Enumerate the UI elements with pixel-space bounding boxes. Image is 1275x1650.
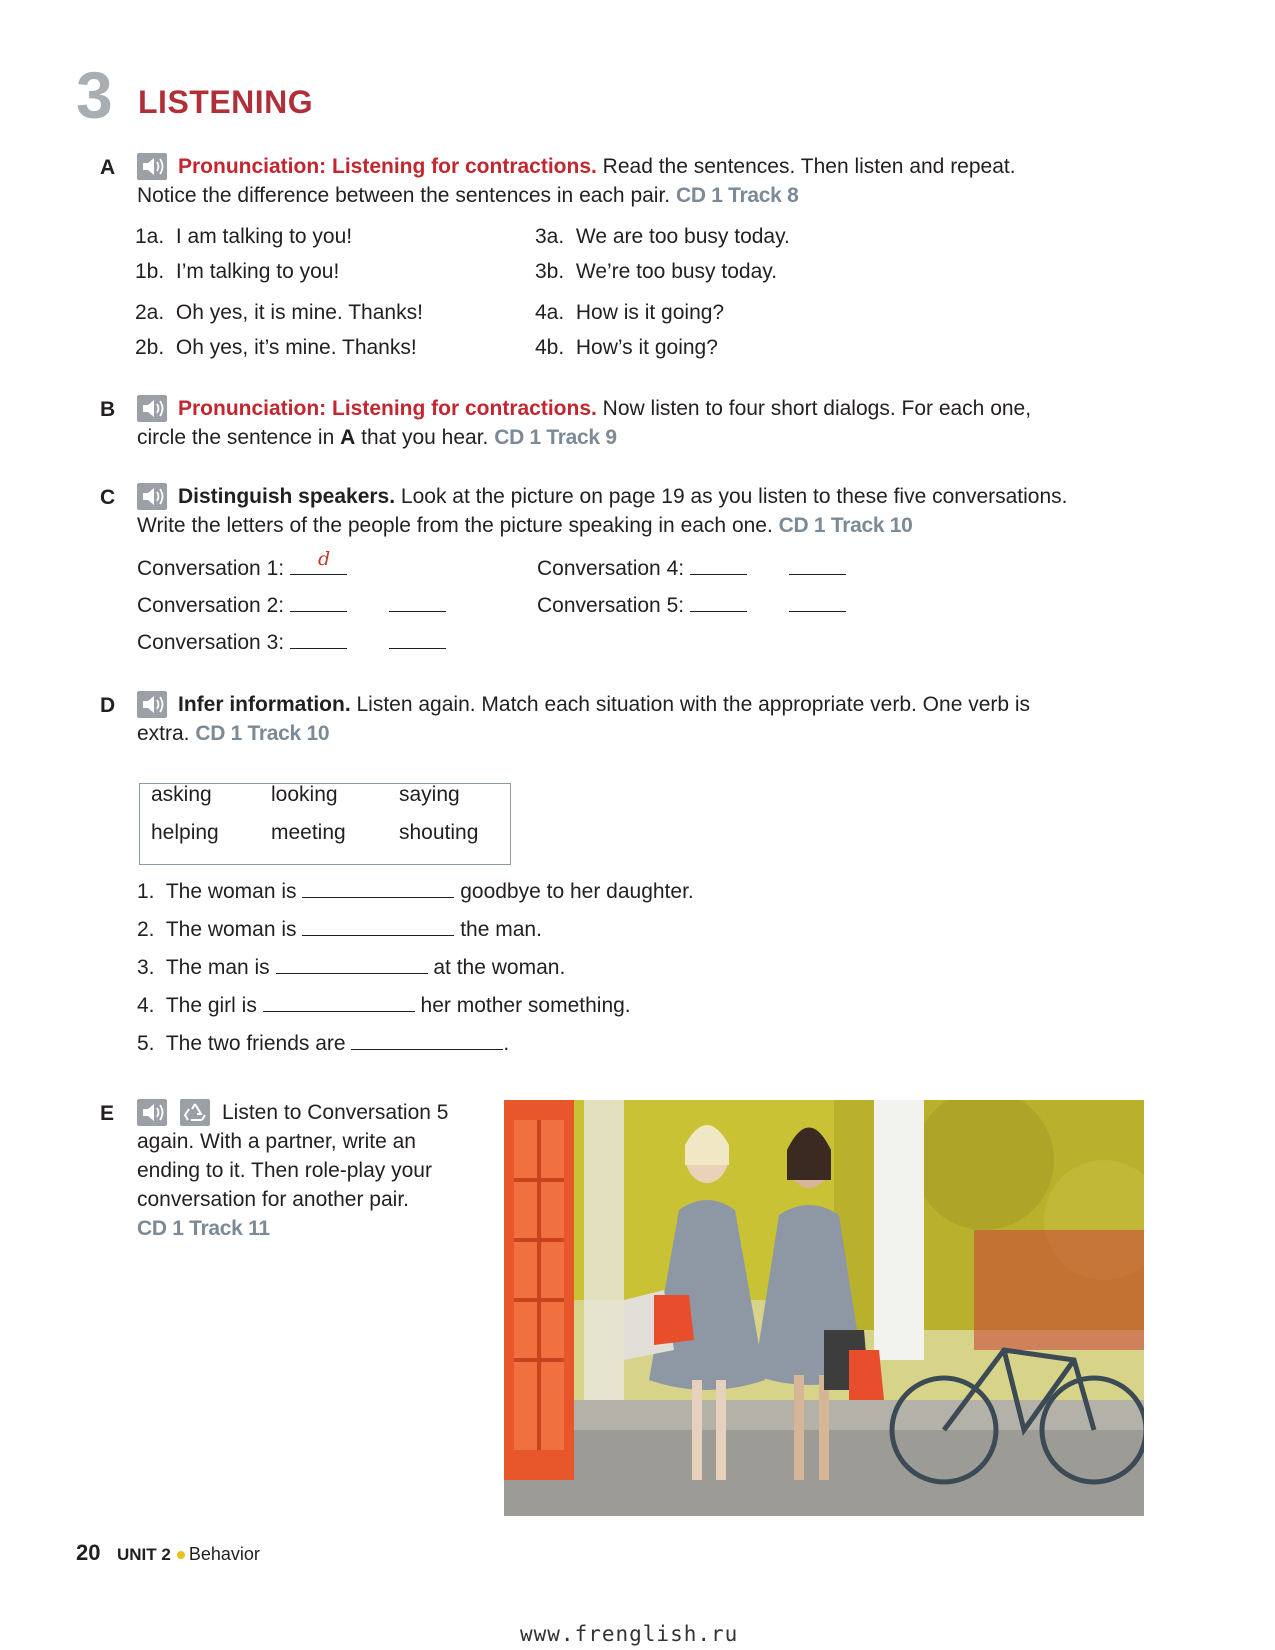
sentence-num: 4a. — [535, 301, 565, 324]
item-after: the man. — [460, 918, 542, 941]
item-before: The two friends are — [165, 1032, 346, 1055]
item-before: The man is — [165, 956, 270, 979]
exercise-b-heading: Pronunciation: Listening for contractions. — [178, 397, 597, 420]
sentence-item — [535, 336, 718, 360]
bullet-dot — [177, 1551, 185, 1559]
watermark: www.frenglish.ru — [520, 1622, 739, 1646]
sentence-num: 2a. — [135, 301, 165, 324]
answer-blank[interactable] — [690, 593, 747, 612]
item-num: 3. — [137, 956, 155, 979]
sentence-num: 1a. — [135, 225, 165, 248]
sentence-text: We’re too busy today. — [575, 260, 778, 283]
item-num: 2. — [137, 918, 155, 941]
sentence-item — [135, 336, 417, 360]
exercise-c-instruction-line2 — [137, 514, 913, 538]
exercise-d-heading: Infer information. — [178, 693, 351, 716]
exercise-d-text1: Listen again. Match each situation with the appropriate verb. One verb is — [350, 693, 1031, 716]
word-bank-item: helping — [151, 821, 219, 844]
sentence-num: 3b. — [535, 260, 565, 283]
item-num: 5. — [137, 1032, 155, 1055]
sentence-item — [135, 260, 339, 284]
exercise-a-instruction — [178, 155, 1016, 179]
sentence-text: We are too busy today. — [575, 225, 790, 248]
exercise-b-text1: Now listen to four short dialogs. For each one, — [596, 397, 1032, 420]
track-label: CD 1 Track 8 — [675, 184, 799, 207]
exercise-e-line: conversation for another pair. — [137, 1188, 409, 1211]
track-label: CD 1 Track 9 — [494, 426, 617, 449]
sentence-item — [535, 301, 724, 325]
answer-blank[interactable] — [389, 630, 446, 649]
item-num: 4. — [137, 994, 155, 1017]
fill-in-item — [137, 1031, 509, 1056]
item-after: goodbye to her daughter. — [460, 880, 694, 903]
conversation-label: Conversation 4: — [537, 557, 685, 580]
word-bank-item: asking — [151, 783, 212, 806]
sentence-item — [135, 225, 352, 249]
exercise-letter-a: A — [100, 156, 116, 179]
fill-in-item — [137, 879, 694, 904]
page-number: 20 — [76, 1540, 101, 1565]
conversation-label: Conversation 1: — [137, 557, 285, 580]
track-label: CD 1 Track 11 — [137, 1217, 270, 1240]
exercise-c-heading: Distinguish speakers. — [178, 485, 396, 508]
sentence-text: Oh yes, it’s mine. Thanks! — [175, 336, 417, 359]
sentence-text: How’s it going? — [575, 336, 718, 359]
exercise-b-text2b: A — [340, 426, 356, 449]
photo-two-women-shopping — [504, 1100, 1144, 1516]
footer-unit — [117, 1544, 260, 1565]
exercise-a-text2: Notice the difference between the sentences in each pair. — [137, 184, 671, 207]
handwritten-answer: d — [318, 548, 331, 570]
exercise-a-text1: Read the sentences. Then listen and repeat. — [596, 155, 1016, 178]
exercise-e-line: again. With a partner, write an — [137, 1130, 416, 1153]
conversation-row — [537, 593, 846, 618]
answer-blank[interactable] — [290, 630, 347, 649]
recycle-icon — [180, 1099, 210, 1126]
conversation-label: Conversation 2: — [137, 594, 285, 617]
speaker-icon[interactable] — [137, 483, 167, 510]
item-after: at the woman. — [433, 956, 566, 979]
answer-blank[interactable] — [290, 593, 347, 612]
answer-blank[interactable] — [389, 593, 446, 612]
item-before: The woman is — [165, 880, 297, 903]
exercise-letter-e: E — [100, 1102, 115, 1125]
exercise-c-instruction — [178, 485, 1068, 509]
section-title: LISTENING — [138, 84, 314, 120]
answer-blank[interactable] — [263, 993, 415, 1012]
conversation-row — [137, 556, 347, 581]
exercise-a-heading: Pronunciation: Listening for contractions. — [178, 155, 597, 178]
exercise-c-text1: Look at the picture on page 19 as you listen to these five conversations. — [395, 485, 1068, 508]
fill-in-item — [137, 993, 631, 1018]
exercise-b-text2c: that you hear. — [355, 426, 489, 449]
sentence-text: I’m talking to you! — [175, 260, 340, 283]
word-bank-item: meeting — [271, 821, 346, 844]
exercise-e-line: ending to it. Then role-play your — [137, 1159, 432, 1182]
speaker-icon[interactable] — [137, 395, 167, 422]
unit-label: UNIT 2 — [117, 1545, 171, 1564]
sentence-item — [535, 225, 790, 249]
conversation-row — [137, 630, 446, 655]
conversation-label: Conversation 5: — [537, 594, 685, 617]
speaker-icon[interactable] — [137, 1099, 167, 1126]
exercise-b-text2a: circle the sentence in — [137, 426, 341, 449]
exercise-d-text2: extra. — [137, 722, 190, 745]
exercise-c-text2: Write the letters of the people from the picture speaking in each one. — [137, 514, 773, 537]
word-bank-item: shouting — [399, 821, 479, 844]
fill-in-item — [137, 917, 542, 942]
sentence-num: 4b. — [535, 336, 565, 359]
answer-blank[interactable] — [789, 593, 846, 612]
sentence-text: How is it going? — [575, 301, 725, 324]
item-after: her mother something. — [420, 994, 631, 1017]
exercise-letter-c: C — [100, 486, 116, 509]
answer-blank[interactable] — [302, 917, 454, 936]
exercise-e-line: Listen to Conversation 5 — [222, 1101, 449, 1124]
unit-topic: Behavior — [188, 1544, 260, 1564]
conversation-label: Conversation 3: — [137, 631, 285, 654]
item-before: The woman is — [165, 918, 297, 941]
item-before: The girl is — [165, 994, 257, 1017]
answer-blank[interactable] — [302, 879, 454, 898]
sentence-text: I am talking to you! — [175, 225, 353, 248]
sentence-num: 2b. — [135, 336, 165, 359]
answer-blank[interactable] — [276, 955, 428, 974]
exercise-d-instruction — [178, 693, 1030, 717]
answer-blank[interactable] — [690, 556, 747, 575]
item-after: . — [503, 1032, 510, 1055]
word-bank-item: looking — [271, 783, 338, 806]
speaker-icon[interactable] — [137, 153, 167, 180]
answer-blank[interactable] — [789, 556, 846, 575]
sentence-num: 3a. — [535, 225, 565, 248]
speaker-icon[interactable] — [137, 691, 167, 718]
item-num: 1. — [137, 880, 155, 903]
sentence-text: Oh yes, it is mine. Thanks! — [175, 301, 423, 324]
exercise-letter-b: B — [100, 398, 116, 421]
answer-blank[interactable] — [351, 1031, 503, 1050]
track-label: CD 1 Track 10 — [778, 514, 913, 537]
sentence-item — [135, 301, 423, 325]
sentence-num: 1b. — [135, 260, 165, 283]
fill-in-item — [137, 955, 565, 980]
word-bank-item: saying — [399, 783, 460, 806]
exercise-a-instruction-line2 — [137, 184, 798, 208]
track-label: CD 1 Track 10 — [195, 722, 330, 745]
exercise-letter-d: D — [100, 694, 116, 717]
conversation-row — [137, 593, 446, 618]
exercise-b-instruction-line2 — [137, 426, 617, 450]
exercise-d-instruction-line2 — [137, 722, 329, 746]
section-number: 3 — [76, 58, 112, 132]
conversation-row — [537, 556, 846, 581]
exercise-b-instruction — [178, 397, 1031, 421]
sentence-item — [535, 260, 777, 284]
